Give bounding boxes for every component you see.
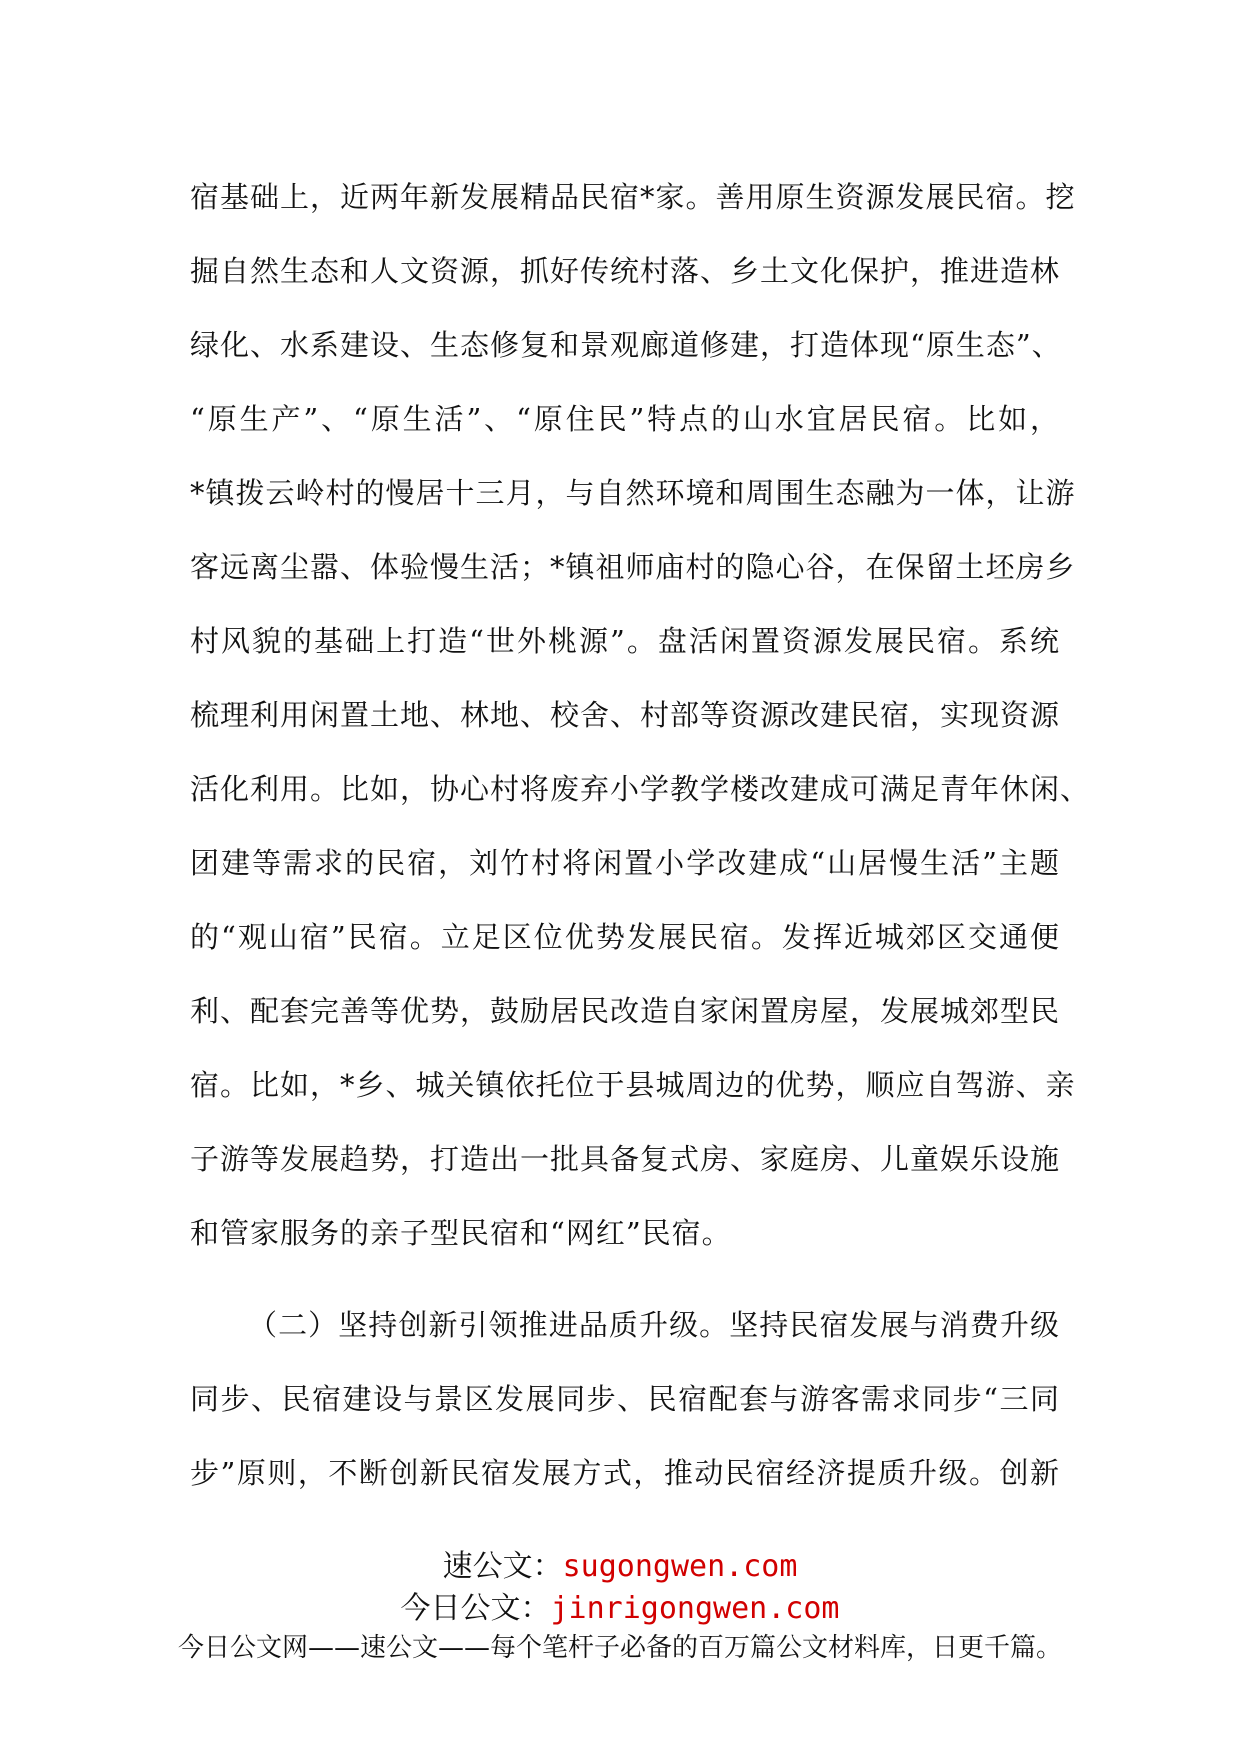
footer-jinrigongwen — [0, 1583, 1240, 1627]
body-line: 步”原则，不断创新民宿发展方式，推动民宿经济提质升级。创新 — [190, 1456, 1060, 1490]
body-line: 活化利用。比如，协心村将废弃小学教学楼改建成可满足青年休闲、 — [190, 772, 1091, 806]
body-line: 利、配套完善等优势，鼓励居民改造自家闲置房屋，发展城郊型民 — [190, 994, 1061, 1028]
footer-link-jinrigongwen[interactable]: jinrigongwen.com — [550, 1591, 840, 1626]
footer-label: 速公文： — [442, 1549, 563, 1584]
body-line: 子游等发展趋势，打造出一批具备复式房、家庭房、儿童娱乐设施 — [190, 1142, 1061, 1176]
body-line: （二）坚持创新引领推进品质升级。坚持民宿发展与消费升级 — [248, 1308, 1060, 1342]
body-line: 掘自然生态和人文资源，抓好传统村落、乡土文化保护，推进造林 — [190, 254, 1061, 288]
body-line: 和管家服务的亲子型民宿和“网红”民宿。 — [190, 1216, 732, 1250]
body-line: 绿化、水系建设、生态修复和景观廊道修建，打造体现“原生态”、 — [190, 328, 1062, 362]
footer-slogan: 今日公文网——速公文——每个笔杆子必备的百万篇公文材料库，日更千篇。 — [177, 1633, 1062, 1663]
document-body — [190, 160, 1091, 1510]
footer-link-sugongwen[interactable]: sugongwen.com — [562, 1549, 798, 1584]
body-line: 同步、民宿建设与景区发展同步、民宿配套与游客需求同步“三同 — [190, 1382, 1060, 1416]
footer-sugongwen — [0, 1541, 1240, 1585]
body-line: 宿基础上，近两年新发展精品民宿*家。善用原生资源发展民宿。挖 — [190, 180, 1076, 214]
body-line: 梳理利用闲置土地、林地、校舍、村部等资源改建民宿，实现资源 — [190, 698, 1061, 732]
paragraph-1 — [190, 160, 1091, 1270]
body-line: *镇拨云岭村的慢居十三月，与自然环境和周围生态融为一体，让游 — [190, 476, 1076, 510]
footer-label: 今日公文： — [400, 1591, 551, 1626]
paragraph-2 — [190, 1288, 1060, 1510]
body-line: 客远离尘嚣、体验慢生活；*镇祖师庙村的隐心谷，在保留土坯房乡 — [190, 550, 1076, 584]
paragraph-spacer — [190, 1270, 1060, 1288]
body-line: 的“观山宿”民宿。立足区位优势发展民宿。发挥近城郊区交通便 — [190, 920, 1060, 954]
body-line: 团建等需求的民宿，刘竹村将闲置小学改建成“山居慢生活”主题 — [190, 846, 1060, 880]
body-line: 宿。比如，*乡、城关镇依托位于县城周边的优势，顺应自驾游、亲 — [190, 1068, 1076, 1102]
body-line: 村风貌的基础上打造“世外桃源”。盘活闲置资源发展民宿。系统 — [190, 624, 1060, 658]
body-line: “原生产”、“原生活”、“原住民”特点的山水宜居民宿。比如， — [190, 402, 1060, 436]
